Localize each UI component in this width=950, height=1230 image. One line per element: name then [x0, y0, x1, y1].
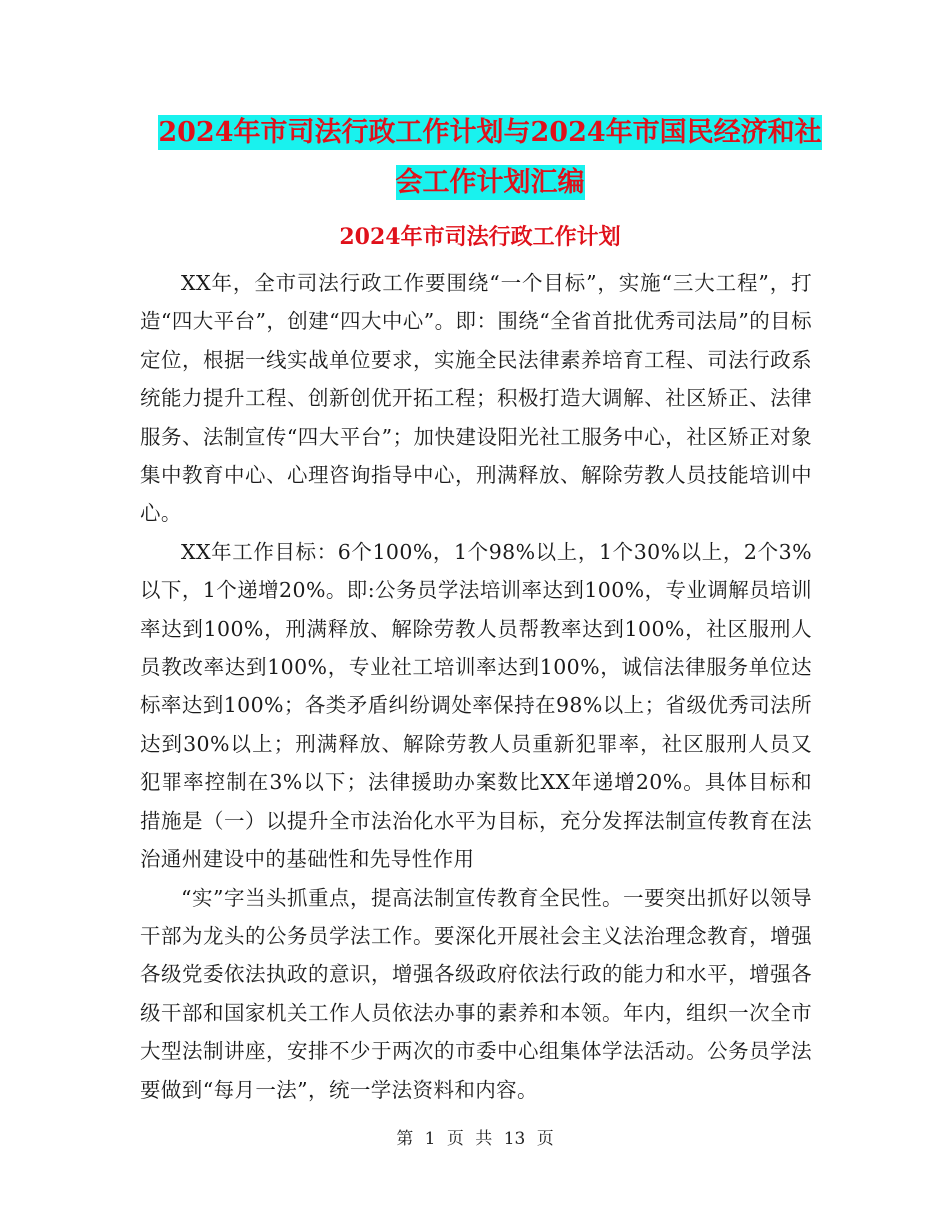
page-footer: 第 1 页 共 13 页 — [396, 1129, 554, 1149]
document-main-title — [140, 108, 840, 208]
paragraph: XX年工作目标：6个100%，1个98%以上，1个30%以上，2个3%以下，1个递增20%。即:公务员学法培训率达到100%，专业调解员培训率达到100%，刑满释放、解除劳教人员帮教率达到100%，社区服刑人员教改率达到100%，专业社工培训率达到100%，诚信法律服务单位达标率达到100%；各类矛盾纠纷调处率保持在98%以上；省级优秀司法所达到30%以上；刑满释放、解除劳教人员重新犯罪率，社区服刑人员又犯罪率控制在3%以下；法律援助办案数比XX年递增20%。具体目标和措施是（一）以提升全市法治化水平为目标，充分发挥法制宣传教育在法治通州建设中的基础性和先导性作用 — [140, 539, 812, 872]
paragraph: “实”字当头抓重点，提高法制宣传教育全民性。一要突出抓好以领导干部为龙头的公务员学法工作。要深化开展社会主义法治理念教育，增强各级党委依法执政的意识，增强各级政府依法行政的能力和水平，增强各级干部和国家机关工作人员依法办事的素养和本领。年内，组织一次全市大型法制讲座，安排不少于两次的市委中心组集体学法活动。公务员学法要做到“每月一法”，统一学法资料和内容。 — [140, 885, 812, 1102]
main-title-line-1: 2024年市司法行政工作计划与2024年市国民经济和社 — [158, 117, 822, 148]
main-title-line-2: 会工作计划汇编 — [395, 167, 585, 198]
section-title: 2024年市司法行政工作计划 — [339, 224, 621, 250]
paragraph: XX年，全市司法行政工作要围绕“一个目标”，实施“三大工程”，打造“四大平台”，创建“四大中心”。即：围绕“全省首批优秀司法局”的目标定位，根据一线实战单位要求，实施全民法律素养培育工程、司法行政系统能力提升工程、创新创优开拓工程；积极打造大调解、社区矫正、法律服务、法制宣传“四大平台”；加快建设阳光社工服务中心，社区矫正对象集中教育中心、心理咨询指导中心，刑满释放、解除劳教人员技能培训中心。 — [140, 271, 812, 526]
document-body — [140, 264, 812, 1109]
